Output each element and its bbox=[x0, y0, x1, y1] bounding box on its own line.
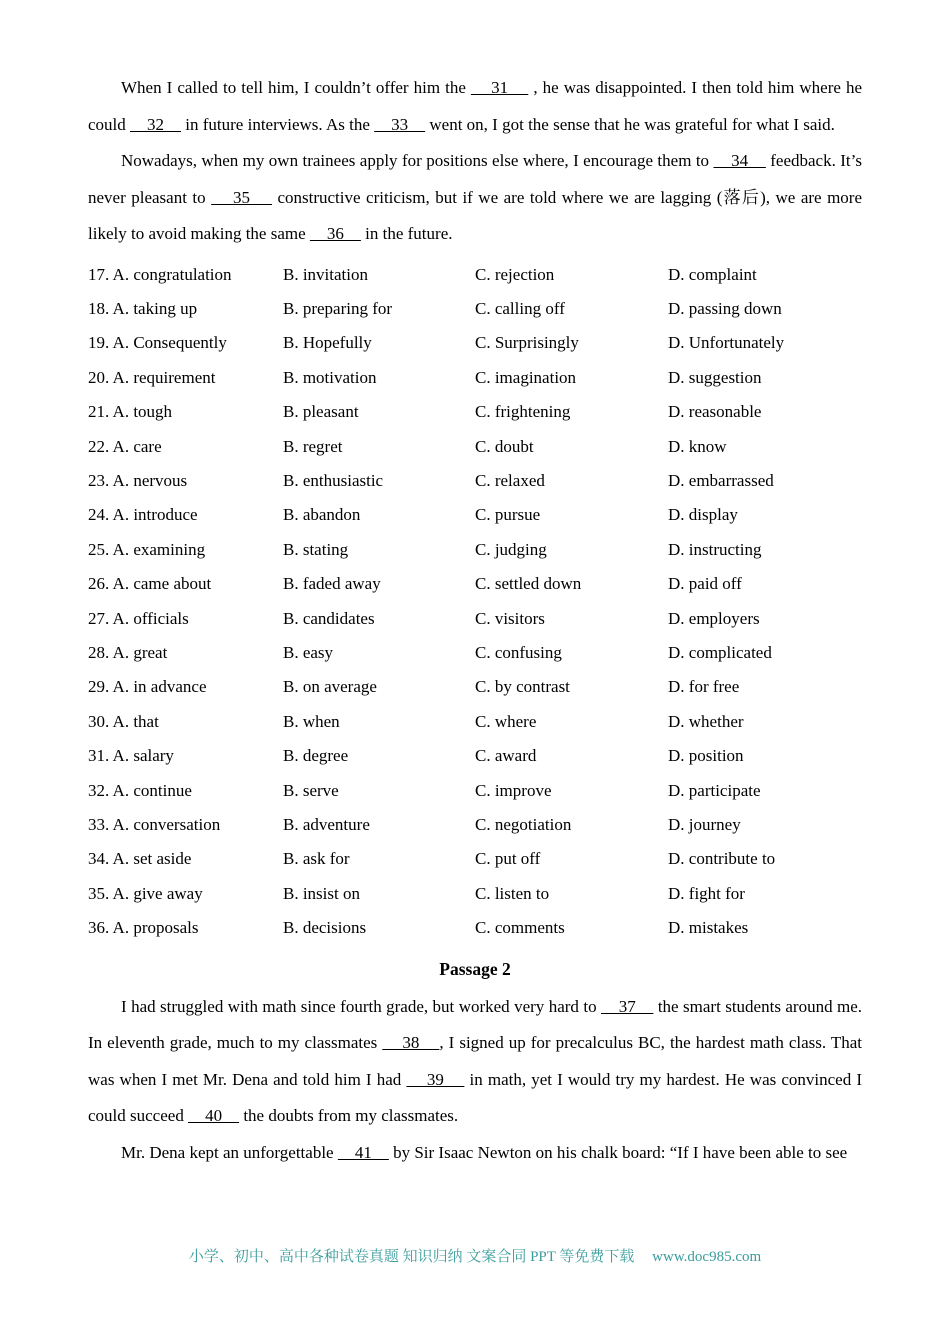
option-b: B. enthusiastic bbox=[283, 470, 384, 490]
question-row bbox=[88, 636, 862, 670]
option-b: B. motivation bbox=[283, 367, 377, 387]
option-a: 28. A. great bbox=[88, 642, 168, 662]
questions-list bbox=[88, 258, 862, 946]
passage2-heading: Passage 2 bbox=[439, 958, 511, 979]
option-b: B. pleasant bbox=[283, 402, 359, 422]
option-a: 32. A. continue bbox=[88, 780, 192, 800]
option-c: C. improve bbox=[475, 780, 552, 800]
footer-text: 小学、初中、高中各种试卷真题 知识归纳 文案合同 PPT 等免费下载 bbox=[188, 1249, 635, 1265]
option-c: C. rejection bbox=[475, 264, 555, 284]
option-c: C. imagination bbox=[475, 367, 577, 387]
option-c: C. pursue bbox=[475, 505, 541, 525]
option-a: 25. A. examining bbox=[88, 539, 206, 559]
blank-36: 36 bbox=[309, 224, 361, 243]
blank-40: 40 bbox=[188, 1106, 240, 1126]
option-c: C. calling off bbox=[475, 298, 565, 318]
question-row bbox=[88, 326, 862, 360]
option-d: D. contribute to bbox=[668, 849, 776, 869]
option-c: C. by contrast bbox=[475, 677, 570, 697]
blank-38: 38 bbox=[382, 1033, 440, 1053]
option-a: 20. A. requirement bbox=[88, 367, 216, 387]
option-d: D. for free bbox=[668, 677, 740, 697]
question-row bbox=[88, 808, 862, 842]
blank-35: 35 bbox=[211, 187, 272, 207]
option-b: B. regret bbox=[283, 436, 343, 456]
option-d: D. suggestion bbox=[668, 367, 762, 387]
option-c: C. confusing bbox=[475, 642, 562, 662]
blank-32: 32 bbox=[130, 114, 182, 134]
option-a: 33. A. conversation bbox=[88, 815, 221, 834]
option-a: 35. A. give away bbox=[88, 883, 203, 903]
option-d: D. reasonable bbox=[668, 402, 762, 422]
option-c: C. negotiation bbox=[475, 815, 572, 834]
option-b: B. when bbox=[283, 711, 340, 731]
option-a: 22. A. care bbox=[88, 436, 162, 456]
option-c: C. listen to bbox=[475, 883, 550, 903]
option-a: 24. A. introduce bbox=[88, 505, 198, 525]
option-d: D. mistakes bbox=[668, 918, 749, 938]
option-c: C. doubt bbox=[475, 436, 534, 456]
question-row bbox=[88, 361, 862, 395]
option-b: B. candidates bbox=[283, 608, 375, 628]
option-b: B. invitation bbox=[283, 264, 368, 284]
option-c: C. award bbox=[475, 746, 537, 766]
question-row bbox=[88, 842, 862, 876]
option-a: 19. A. Consequently bbox=[88, 333, 227, 353]
passage2-paragraphs bbox=[88, 989, 862, 1172]
option-c: C. put off bbox=[475, 849, 541, 869]
option-a: 34. A. set aside bbox=[88, 849, 192, 869]
option-d: D. journey bbox=[668, 815, 741, 834]
option-d: D. complaint bbox=[668, 264, 757, 284]
question-row bbox=[88, 911, 862, 945]
option-c: C. where bbox=[475, 711, 537, 731]
option-d: D. complicated bbox=[668, 642, 772, 662]
option-b: B. insist on bbox=[283, 883, 360, 903]
option-b: B. Hopefully bbox=[283, 333, 372, 353]
option-d: D. display bbox=[668, 505, 738, 525]
blank-34: 34 bbox=[713, 151, 766, 170]
option-b: B. stating bbox=[283, 539, 349, 559]
option-d: D. instructing bbox=[668, 539, 762, 559]
blank-39: 39 bbox=[406, 1069, 465, 1089]
option-a: 18. A. taking up bbox=[88, 298, 198, 318]
option-a: 27. A. officials bbox=[88, 608, 189, 628]
option-d: D. fight for bbox=[668, 883, 745, 903]
question-row bbox=[88, 739, 862, 773]
paragraph: Mr. Dena kept an unforgettable 41 by Sir Isaac Newton on his chalk board: “If I have been able to see bbox=[121, 1142, 848, 1162]
paragraph: Nowadays, when my own trainees apply for positions else where, I encourage them to 34 feedback. It’s never pleasant to 35 constructive criticism, but if we are told where we are lagging (落后), we are more likely to avoid making the same 36 in the future. bbox=[88, 151, 862, 243]
option-d: D. whether bbox=[668, 711, 744, 731]
paragraph: When I called to tell him, I couldn’t offer him the 31 , he was disappointed. I then told him where he could 32 in future interviews. As the 33 went on, I got the sense that he was grateful for what I said. bbox=[88, 78, 863, 134]
question-row bbox=[88, 705, 862, 739]
option-b: B. ask for bbox=[283, 849, 350, 869]
blank-31: 31 bbox=[470, 78, 529, 97]
passage1-paragraphs bbox=[88, 70, 862, 253]
option-d: D. position bbox=[668, 746, 744, 766]
question-row bbox=[88, 567, 862, 601]
option-b: B. serve bbox=[283, 780, 339, 800]
option-b: B. easy bbox=[283, 642, 334, 662]
option-a: 29. A. in advance bbox=[88, 677, 207, 697]
option-d: D. passing down bbox=[668, 298, 782, 318]
question-row bbox=[88, 292, 862, 326]
option-d: D. Unfortunately bbox=[668, 333, 785, 353]
option-a: 21. A. tough bbox=[88, 402, 173, 422]
option-d: D. participate bbox=[668, 780, 761, 800]
option-c: C. judging bbox=[475, 539, 547, 559]
option-a: 26. A. came about bbox=[88, 574, 212, 594]
paragraph: I had struggled with math since fourth grade, but worked very hard to 37 the smart students around me. In eleventh grade, much to my classmates 38 , I signed up for precalculus BC, the hardest math class. That was when I met Mr. Dena and told him I had 39 in math, yet I would try my hardest. He was convinced I could succeed 40 the doubts from my classmates. bbox=[88, 996, 863, 1126]
option-d: D. employers bbox=[668, 608, 760, 628]
option-a: 36. A. proposals bbox=[88, 918, 199, 938]
question-row bbox=[88, 670, 862, 704]
question-row bbox=[88, 533, 862, 567]
option-c: C. relaxed bbox=[475, 470, 545, 490]
option-a: 17. A. congratulation bbox=[88, 264, 232, 284]
option-b: B. abandon bbox=[283, 505, 361, 525]
blank-37: 37 bbox=[601, 996, 654, 1016]
option-b: B. decisions bbox=[283, 918, 367, 938]
option-c: C. Surprisingly bbox=[475, 333, 579, 353]
option-c: C. frightening bbox=[475, 402, 571, 422]
option-c: C. comments bbox=[475, 918, 565, 938]
question-row bbox=[88, 602, 862, 636]
question-row bbox=[88, 498, 862, 532]
option-b: B. adventure bbox=[283, 815, 370, 834]
question-row bbox=[88, 430, 862, 464]
option-c: C. settled down bbox=[475, 574, 582, 594]
option-d: D. know bbox=[668, 436, 727, 456]
option-d: D. embarrassed bbox=[668, 470, 774, 490]
option-b: B. on average bbox=[283, 677, 377, 697]
question-row bbox=[88, 258, 862, 292]
option-a: 30. A. that bbox=[88, 711, 159, 731]
option-b: B. degree bbox=[283, 746, 349, 766]
question-row bbox=[88, 395, 862, 429]
question-row bbox=[88, 877, 862, 911]
option-c: C. visitors bbox=[475, 608, 545, 628]
option-d: D. paid off bbox=[668, 574, 742, 594]
footer-url[interactable]: www.doc985.com bbox=[652, 1249, 762, 1265]
option-b: B. faded away bbox=[283, 574, 381, 594]
option-b: B. preparing for bbox=[283, 298, 393, 318]
option-a: 23. A. nervous bbox=[88, 470, 188, 490]
blank-41: 41 bbox=[337, 1142, 389, 1162]
option-a: 31. A. salary bbox=[88, 746, 174, 766]
page-footer bbox=[0, 1245, 950, 1266]
blank-33: 33 bbox=[374, 114, 426, 134]
question-row bbox=[88, 464, 862, 498]
question-row bbox=[88, 774, 862, 808]
